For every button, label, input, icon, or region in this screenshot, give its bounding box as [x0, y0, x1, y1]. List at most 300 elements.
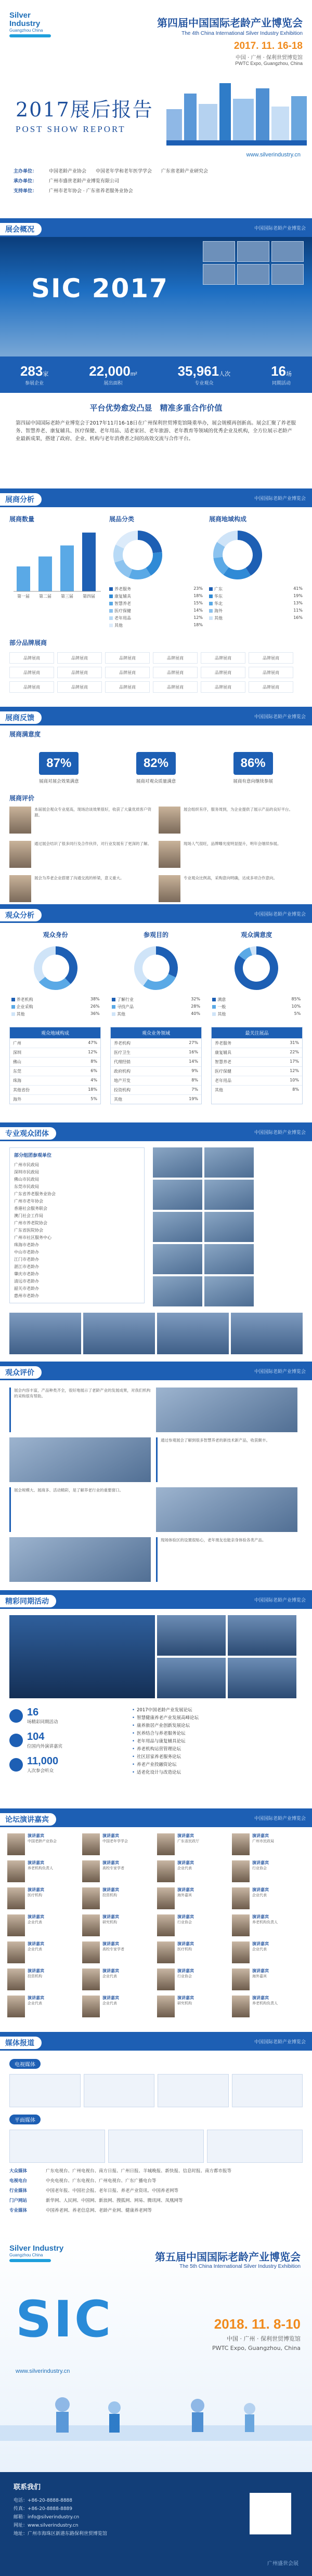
donut-slice: [118, 547, 120, 561]
event-photo: [228, 1658, 296, 1698]
audience-quote: 展会内容丰富，产品种类齐全，很好地展示了老龄产业的发展成果，对我们机构的采购很有帮助。: [9, 1388, 151, 1432]
stat-label: 展出面积: [103, 381, 123, 386]
stat-unit: m²: [130, 371, 137, 377]
legend-item: [109, 586, 203, 592]
exhibitor-evaluation: [159, 841, 303, 870]
speaker-title: 海外嘉宾: [177, 1893, 192, 1897]
section-header: [0, 2032, 312, 2051]
legend-value: 36%: [90, 1011, 100, 1016]
table-cell-value: 7%: [191, 1087, 198, 1092]
table-cell-label: 老年用品: [215, 1078, 231, 1083]
visitor-donut: [130, 942, 182, 994]
speaker-title: 中国老龄产业协会: [28, 1839, 57, 1843]
speaker-title: 企业代表: [28, 1947, 42, 1951]
legend-swatch: [109, 602, 113, 605]
expo-date: 2017. 11. 16-18: [233, 41, 303, 51]
legend-item: [109, 601, 203, 606]
contact-row[interactable]: 网址：www.silverindustry.cn: [14, 2523, 79, 2528]
evaluator-photo: [159, 807, 180, 834]
speaker-photo: [7, 1833, 25, 1855]
legend-swatch: [112, 1005, 115, 1009]
speaker-name: 演讲嘉宾: [177, 1914, 194, 1919]
table-row: [212, 1048, 302, 1057]
table-cell-label: 投资机构: [114, 1088, 131, 1092]
table-cell-value: 17%: [290, 1059, 299, 1064]
satisfaction-row: [0, 743, 312, 789]
speaker-photo: [157, 1887, 175, 1909]
speaker-card: [7, 1833, 79, 1857]
speaker-photo: [232, 1996, 250, 2017]
legend-label: 其他: [112, 1011, 125, 1017]
speaker-card: [157, 1914, 229, 1938]
speaker-card: [7, 1941, 79, 1965]
group-photo: [204, 1244, 254, 1274]
pro-visitor-item: 韶关市老龄办: [14, 1286, 39, 1291]
speaker-card: [82, 1887, 154, 1911]
contact-title: 联系我们: [14, 2483, 41, 2491]
speaker-name: 演讲嘉宾: [252, 1996, 269, 2000]
donut-slice: [218, 558, 226, 571]
speaker-title: 医疗机构: [28, 1893, 42, 1897]
growth-tick-label: 第二届: [39, 594, 51, 599]
visitor-table: [211, 1027, 303, 1104]
growth-bar: [60, 546, 74, 591]
speaker-name: 演讲嘉宾: [252, 1860, 269, 1865]
brands-title: 部分品牌展商: [9, 639, 47, 646]
speaker-name: 演讲嘉宾: [102, 1969, 119, 1973]
speaker-card: [157, 1996, 229, 2019]
exhibitor-category-col: [109, 514, 203, 630]
speaker-card: [7, 1969, 79, 1992]
growth-bar: [82, 533, 96, 591]
satisfaction-pct: 86%: [233, 752, 273, 775]
speaker-photo: [82, 1887, 100, 1909]
speaker-title: 养老机构负责人: [252, 2001, 278, 2005]
speaker-photo: [82, 1914, 100, 1936]
next-expo-title: [155, 2249, 301, 2269]
legend-label: 养老服务: [109, 586, 131, 592]
legend-label: 华东: [209, 593, 223, 599]
pro-visitor-content: [0, 1141, 312, 1313]
section-label: 媒体报道: [0, 2037, 42, 2049]
thumbnail-photo: [237, 264, 269, 285]
donut-slice: [38, 950, 56, 980]
speaker-name: 演讲嘉宾: [28, 1833, 44, 1838]
speaker-photo: [232, 1860, 250, 1882]
pro-visitor-item: 广州市民政局: [14, 1162, 39, 1167]
speaker-photo: [82, 1969, 100, 1990]
speaker-title: 广州市民政局: [252, 1839, 274, 1843]
table-cell-value: 27%: [189, 1040, 198, 1045]
exhibitor-growth-chart: [9, 526, 103, 604]
speaker-title: 研究机构: [177, 2001, 192, 2005]
legend-item: [112, 1011, 200, 1017]
visitor-chart: [112, 930, 200, 1019]
speaker-info: [102, 1833, 128, 1857]
event-list-item: • 社区居家养老服务论坛: [132, 1753, 303, 1761]
speaker-card: [82, 1996, 154, 2019]
pro-list-title: 部分组团参观单位: [14, 1153, 52, 1158]
speaker-card: [7, 1860, 79, 1884]
section-label: 专业观众团体: [0, 1127, 56, 1140]
donut-slice: [138, 535, 158, 552]
table-cell-value: 8%: [90, 1059, 97, 1064]
brand-logo: 品牌展商: [249, 652, 293, 664]
section-tag: 中国国际老龄产业博览会: [254, 1130, 306, 1135]
pro-visitor-item: 广东省养老服务业协会: [14, 1192, 56, 1196]
legend-item: [212, 1004, 301, 1010]
table-cell-value: 19%: [189, 1097, 198, 1101]
site-url[interactable]: www.silverindustry.cn: [246, 152, 301, 158]
section-label: 展会概况: [0, 223, 42, 235]
organizer-key: 支持单位：: [14, 189, 37, 194]
speaker-name: 演讲嘉宾: [177, 1941, 194, 1946]
speaker-photo: [157, 1860, 175, 1882]
visitor-table: [110, 1027, 202, 1104]
brand-logo: 品牌展商: [201, 652, 245, 664]
speaker-title: 企业代表: [28, 1920, 42, 1924]
speaker-photo: [7, 1969, 25, 1990]
stat-exhibitors: [20, 363, 48, 386]
region-donut-chart: [209, 526, 266, 584]
event-stats: [9, 1707, 124, 1780]
brand-logo: 品牌展商: [153, 681, 198, 693]
table-header: 最关注展品: [212, 1027, 302, 1038]
section-tag: 中国国际老龄产业博览会: [254, 912, 306, 917]
visitor-table: [9, 1027, 101, 1104]
speaker-photo: [7, 1887, 25, 1909]
donut-slice: [56, 950, 73, 981]
pro-visitor-item: 中山市老龄办: [14, 1250, 39, 1254]
speaker-card: [157, 1860, 229, 1884]
category-legend: [109, 586, 203, 628]
speaker-info: [252, 1887, 269, 1911]
speaker-name: 演讲嘉宾: [28, 1996, 44, 2000]
speaker-info: [28, 1941, 44, 1965]
legend-item: [112, 997, 200, 1002]
visitor-chart-title: 观众满意度: [241, 931, 272, 939]
table-header: 观众业务领域: [111, 1027, 201, 1038]
pro-visitor-list: [9, 1147, 145, 1303]
speaker-card: [82, 1860, 154, 1884]
media-row: [9, 2168, 303, 2175]
legend-label: 海外: [209, 608, 223, 614]
next-date: 2018. 11. 8-10: [214, 2316, 301, 2332]
table-cell-label: 智慧养老: [215, 1060, 231, 1064]
speaker-card: [82, 1969, 154, 1992]
report-title: [16, 94, 153, 135]
section-header: [0, 1590, 312, 1609]
speaker-info: [177, 1860, 194, 1884]
brand-logo: 品牌展商: [9, 667, 54, 678]
speaker-info: [28, 1996, 44, 2019]
speaker-card: [82, 1941, 154, 1965]
thumbnail-photo: [271, 264, 304, 285]
exhibitor-count-col: [9, 514, 103, 630]
event-list-item: • 养老机构运营管理论坛: [132, 1746, 303, 1753]
thumbnail-photo: [203, 264, 235, 285]
media-list: [9, 2168, 303, 2214]
speaker-name: 演讲嘉宾: [28, 1860, 44, 1865]
table-row: [10, 1057, 100, 1066]
donut-slice: [120, 535, 138, 547]
speaker-card: [157, 1833, 229, 1857]
speaker-name: 演讲嘉宾: [252, 1833, 269, 1838]
evaluator-photo: [9, 875, 31, 902]
satisfaction-caption: 展商对展会效果满意: [39, 779, 79, 784]
exhibitor-evaluation: [9, 807, 153, 836]
event-photo-main: [9, 1615, 155, 1698]
legend-label: 满意: [212, 997, 226, 1002]
legend-swatch: [11, 998, 15, 1001]
speaker-photo: [7, 1914, 25, 1936]
contact-row: 电话：+86-20-8888-8888: [14, 2498, 72, 2503]
section-label: 精彩同期活动: [0, 1595, 56, 1607]
table-cell-label: 政府机构: [114, 1069, 131, 1074]
legend-label: 医疗保健: [109, 608, 131, 614]
brand-logo: 品牌展商: [9, 652, 54, 664]
next-site-url[interactable]: www.silverindustry.cn: [16, 2368, 70, 2374]
group-photo: [153, 1180, 202, 1210]
stat-unit: 场: [285, 371, 292, 377]
thumbnail-photo: [237, 241, 269, 262]
legend-swatch: [109, 616, 113, 620]
event-photo: [157, 1658, 226, 1698]
speaker-name: 演讲嘉宾: [28, 1887, 44, 1892]
event-stat-text: [27, 1707, 58, 1725]
speaker-title: 研究机构: [102, 1920, 117, 1924]
legend-label: 其他: [212, 1011, 226, 1017]
speaker-name: 演讲嘉宾: [252, 1969, 269, 1973]
table-row: [212, 1066, 302, 1076]
visitor-donut-charts: [0, 923, 312, 1023]
speaker-name: 演讲嘉宾: [177, 1996, 194, 2000]
event-list-item: • 适老化设计与改造论坛: [132, 1769, 303, 1777]
donut-slice: [131, 572, 148, 575]
speaker-title: 海外嘉宾: [252, 1974, 267, 1978]
speaker-title: 医疗机构: [177, 1947, 192, 1951]
group-photo-strip: [0, 1313, 312, 1362]
legend-swatch: [212, 998, 216, 1001]
speaker-info: [177, 1969, 194, 1992]
legend-item: [209, 615, 303, 621]
section-header: [0, 904, 312, 923]
satisfaction-caption: 展商有意向继续参展: [233, 779, 273, 784]
city-skyline-illustration: [166, 78, 307, 146]
event-list-item: • 养老产业投融资论坛: [132, 1761, 303, 1769]
legend-value: 26%: [90, 1004, 100, 1009]
table-cell-value: 14%: [189, 1059, 198, 1064]
speaker-photo: [7, 1941, 25, 1963]
group-photo: [204, 1147, 254, 1178]
audience-quote: 通过参观展会了解到很多智慧养老的新技术新产品，收获颇丰。: [156, 1437, 297, 1482]
table-row: [10, 1076, 100, 1085]
stat-events: [271, 363, 292, 386]
legend-value: 23%: [193, 586, 203, 591]
organizer-row: [14, 167, 300, 174]
table-row: [10, 1038, 100, 1048]
speaker-photo: [82, 1996, 100, 2017]
table-cell-value: 31%: [290, 1040, 299, 1045]
table-cell-label: 其他: [114, 1097, 122, 1102]
speaker-card: [157, 1941, 229, 1965]
legend-value: 28%: [191, 1004, 200, 1009]
speaker-info: [102, 1914, 119, 1938]
event-stat: [9, 1707, 124, 1725]
exhibitor-evaluations: [0, 807, 312, 911]
contact-row[interactable]: 邮箱：info@silverindustry.cn: [14, 2515, 80, 2520]
speaker-photo: [7, 1996, 25, 2017]
report-title-en: POST SHOW REPORT: [16, 124, 126, 134]
venue-cn: 中国 · 广州 · 保利世贸博览馆: [235, 55, 303, 61]
venue-en: PWTC Expo, Guangzhou, China: [235, 61, 303, 66]
visitor-donut: [30, 942, 82, 994]
brand-logo: 品牌展商: [153, 652, 198, 664]
stat-label: 专业观众: [194, 381, 214, 386]
growth-tick-label: 第一届: [17, 594, 30, 599]
speaker-card: [232, 1860, 304, 1884]
audience-photo: [156, 1487, 297, 1532]
media-category-tv: 电视媒体: [9, 2059, 41, 2069]
section-label: 观众分析: [0, 909, 42, 921]
legend-item: [212, 997, 301, 1002]
logo-text: Silver Industry: [9, 2244, 64, 2253]
event-stat-icon: [9, 1758, 23, 1772]
event-stat-label: 人次参会听众: [27, 1768, 54, 1774]
expo-title-en: The 4th China International Silver Industry Exhibition: [181, 31, 303, 36]
event-stat: [9, 1731, 124, 1749]
table-cell-label: 珠海: [13, 1078, 21, 1083]
section-overview: [0, 218, 312, 488]
speaker-card: [157, 1969, 229, 1992]
pro-visitor-item: 香港社会服务联会: [14, 1206, 47, 1211]
evaluation-title: 展商评价: [9, 795, 35, 802]
satisfaction-item: [117, 752, 195, 784]
legend-item: [112, 1004, 200, 1010]
donut-slice: [251, 950, 257, 952]
event-list-item: • 智慧健康养老产业发展高峰论坛: [132, 1714, 303, 1722]
legend-swatch: [209, 616, 213, 620]
donut-slice: [221, 535, 238, 545]
event-stat-icon: [9, 1734, 23, 1747]
legend-item: [109, 593, 203, 599]
table-cell-label: 佛山: [13, 1060, 21, 1064]
speaker-card: [82, 1914, 154, 1938]
legend-item: [209, 601, 303, 606]
stat-visitors: [178, 363, 231, 386]
legend-item: [11, 997, 100, 1002]
exhibitor-evaluation: [159, 807, 303, 836]
evaluation-text: 现场人气很旺，品牌曝光度明显提升，明年会继续参展。: [184, 841, 281, 846]
speaker-photo: [157, 1996, 175, 2017]
organizer-value: 广州市老年协会 · 广东省养老服务业协会: [49, 189, 133, 194]
speaker-info: [252, 1941, 269, 1965]
speaker-card: [7, 1996, 79, 2019]
section-visitor: [0, 904, 312, 1122]
table-cell-label: 康复辅具: [215, 1050, 231, 1055]
evaluator-photo: [159, 875, 180, 902]
speaker-info: [177, 1887, 194, 1911]
next-title-en: The 5th China International Silver Industry Exhibition: [179, 2264, 301, 2269]
speaker-title: 投资机构: [28, 1974, 42, 1978]
brand-logo: 品牌展商: [153, 667, 198, 678]
evaluator-photo: [159, 841, 180, 868]
logo-swoosh-icon: [9, 2259, 51, 2262]
table-cell-label: 其他省份: [13, 1088, 30, 1092]
legend-swatch: [11, 1005, 15, 1009]
brand-logo: 品牌展商: [57, 667, 102, 678]
brand-logo: 品牌展商: [57, 681, 102, 693]
pro-visitor-item: 湛江市老龄办: [14, 1264, 39, 1269]
media-clips: [9, 2130, 303, 2163]
table-row: [212, 1076, 302, 1085]
legend-value: 5%: [294, 1011, 301, 1016]
table-cell-value: 16%: [189, 1050, 198, 1054]
section-tag: 中国国际老龄产业博览会: [254, 1369, 306, 1375]
table-row: [111, 1048, 201, 1057]
event-list-item: • 老年用品与康复辅具论坛: [132, 1738, 303, 1746]
speaker-photo: [82, 1860, 100, 1882]
media-outlets: 新华网、人民网、中国网、新浪网、搜狐网、网易、腾讯网、凤凰网等: [46, 2198, 183, 2203]
donut-slice: [156, 950, 174, 975]
speaker-info: [28, 1860, 53, 1884]
table-row: [212, 1085, 302, 1094]
stat-label: 同期活动: [272, 381, 291, 386]
pro-visitor-item: 清远市老龄办: [14, 1279, 39, 1284]
speaker-photo: [157, 1914, 175, 1936]
table-row: [10, 1048, 100, 1057]
speaker-photo: [157, 1941, 175, 1963]
speaker-info: [28, 1969, 44, 1992]
organizer-row: [14, 187, 300, 194]
visitor-tables: [0, 1023, 312, 1112]
legend-item: [109, 615, 203, 621]
speaker-name: 演讲嘉宾: [177, 1860, 194, 1865]
group-photo: [153, 1147, 202, 1178]
brand-logo: 品牌展商: [105, 681, 150, 693]
section-header: [0, 1122, 312, 1141]
group-photo: [204, 1276, 254, 1306]
legend-item: [11, 1004, 100, 1010]
speaker-title: 中国老年学学会: [102, 1839, 128, 1843]
legend-label: 寻找产品: [112, 1004, 134, 1010]
media-clip: [84, 2074, 155, 2107]
donut-slice: [218, 545, 221, 558]
legend-swatch: [209, 602, 213, 605]
evaluation-text: 专业观众比例高，采购意向明确，达成多项合作意向。: [184, 876, 277, 880]
sic-logo-large: SIC: [16, 2290, 113, 2348]
pro-visitor-photos: [153, 1147, 303, 1306]
group-photo: [153, 1244, 202, 1274]
col-title: 展品分类: [109, 516, 135, 523]
table-cell-value: 12%: [88, 1050, 97, 1054]
legend-swatch: [212, 1012, 216, 1016]
stat-number: 22,000: [89, 363, 131, 379]
growth-bar: [38, 557, 52, 591]
thumbnail-photo: [203, 241, 235, 262]
table-row: [111, 1076, 201, 1085]
section-header: [0, 488, 312, 507]
media-outlets: 中央电视台、广东电视台、广州电视台、广东广播电台等: [46, 2178, 157, 2184]
donut-slice: [242, 952, 251, 958]
speaker-name: 演讲嘉宾: [252, 1914, 269, 1919]
next-expo-date: [212, 2316, 301, 2352]
qr-code-icon[interactable]: [250, 2493, 291, 2534]
media-type: 行业媒体: [9, 2188, 28, 2194]
speaker-title: 养老机构负责人: [28, 1866, 53, 1870]
table-cell-value: 4%: [90, 1078, 97, 1082]
section-tag: 中国国际老龄产业博览会: [254, 1816, 306, 1821]
